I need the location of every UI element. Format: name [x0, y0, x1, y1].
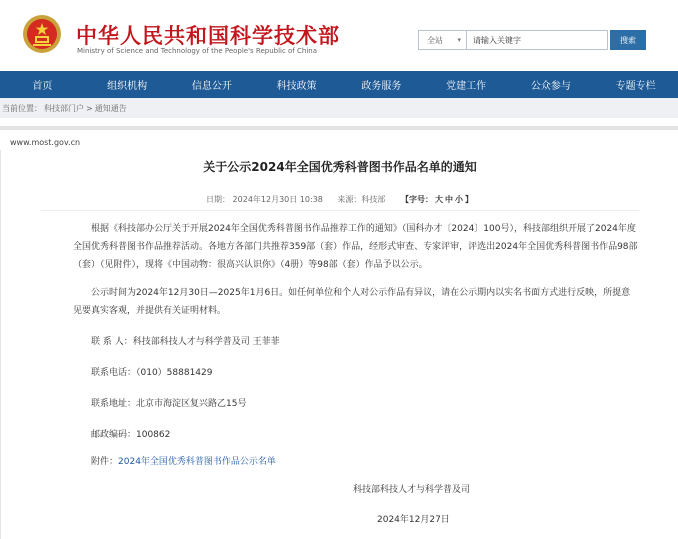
- font-size-medium[interactable]: 中: [444, 195, 453, 204]
- national-emblem-icon[interactable]: [22, 14, 62, 54]
- divider: [0, 126, 678, 130]
- search-bar: [418, 30, 646, 50]
- nav-item-info-disclosure[interactable]: 信息公开: [191, 81, 232, 92]
- article-meta: [1, 194, 678, 205]
- nav-item-services[interactable]: 政务服务: [361, 81, 402, 92]
- signature: 科技部科技人才与科学普及司: [353, 485, 471, 495]
- sign-date: 2024年12月27日: [377, 515, 450, 525]
- article-paragraph: 根据《科技部办公厅关于开展2024年全国优秀科普图书作品推荐工作的通知》（国科办才〔2024〕100号），科技部组织开展了2024年度全国优秀科普图书作品推荐活动。各地方各部门共推荐359部（套）作品，经形式审查、专家评审，评选出2024年全国优秀科普图书作品98部（套）（见附件），现将《中国动物：很高兴认识你》（4册）等98部（套）作品予以公示。: [73, 224, 638, 270]
- attachment-link[interactable]: 2024年全国优秀科普图书作品公示名单: [118, 457, 276, 467]
- search-button[interactable]: 搜索: [610, 30, 646, 50]
- article: [0, 150, 678, 539]
- font-size-selector: [400, 195, 474, 204]
- chevron-down-icon: ▾: [457, 36, 461, 44]
- font-size-end: 】: [464, 195, 473, 204]
- search-input[interactable]: 请输入关键字: [466, 30, 608, 50]
- breadcrumb-item-portal[interactable]: 科技部门户: [44, 103, 84, 113]
- breadcrumb-item-notices[interactable]: 通知通告: [94, 103, 127, 113]
- article-date: 日期： 2024年12月30日 10:38: [206, 195, 323, 204]
- article-paragraph: 公示时间为2024年12月30日—2025年1月6日。如任何单位和个人对公示作品有异议，请在公示期内以实名书面方式进行反映，所提意见要真实客观，并提供有关证明材料。: [73, 288, 631, 316]
- nav-item-organization[interactable]: 组织机构: [107, 81, 148, 92]
- font-size-large[interactable]: 大: [434, 195, 443, 204]
- attachment-label: 附件：: [91, 457, 119, 467]
- nav-item-special-topics[interactable]: 专题专栏: [615, 81, 656, 92]
- font-size-small[interactable]: 小: [454, 195, 463, 204]
- contact-postcode: 邮政编码：100862: [91, 430, 171, 440]
- contact-person: 联 系 人：科技部科技人才与科学普及司 王菲菲: [91, 337, 280, 347]
- search-scope-label: 全站: [427, 35, 443, 45]
- breadcrumb-separator: >: [86, 103, 93, 113]
- breadcrumb-prefix: 当前位置：: [2, 103, 42, 113]
- contact-address: 联系地址：北京市海淀区复兴路乙15号: [91, 399, 247, 409]
- site-title-english: Ministry of Science and Technology of the People's Republic of China: [77, 47, 318, 55]
- main-nav: [0, 71, 678, 98]
- font-size-label: 【字号：: [400, 195, 433, 204]
- nav-item-public-participation[interactable]: 公众参与: [530, 81, 571, 92]
- article-title: 关于公示2024年全国优秀科普图书作品名单的通知: [203, 160, 477, 174]
- site-title[interactable]: 中华人民共和国科学技术部: [76, 24, 340, 48]
- site-url: www.most.gov.cn: [10, 138, 81, 147]
- divider: [41, 210, 639, 211]
- article-source: 来源：科技部: [337, 195, 386, 204]
- search-scope-select[interactable]: [418, 30, 466, 50]
- attachment: [91, 454, 276, 467]
- nav-item-party-building[interactable]: 党建工作: [446, 81, 487, 92]
- site-header: [0, 0, 678, 68]
- nav-item-home[interactable]: 首页: [32, 81, 53, 92]
- breadcrumb: [0, 98, 678, 118]
- contact-phone: 联系电话：（010）58881429: [91, 368, 213, 378]
- nav-item-policy[interactable]: 科技政策: [276, 81, 317, 92]
